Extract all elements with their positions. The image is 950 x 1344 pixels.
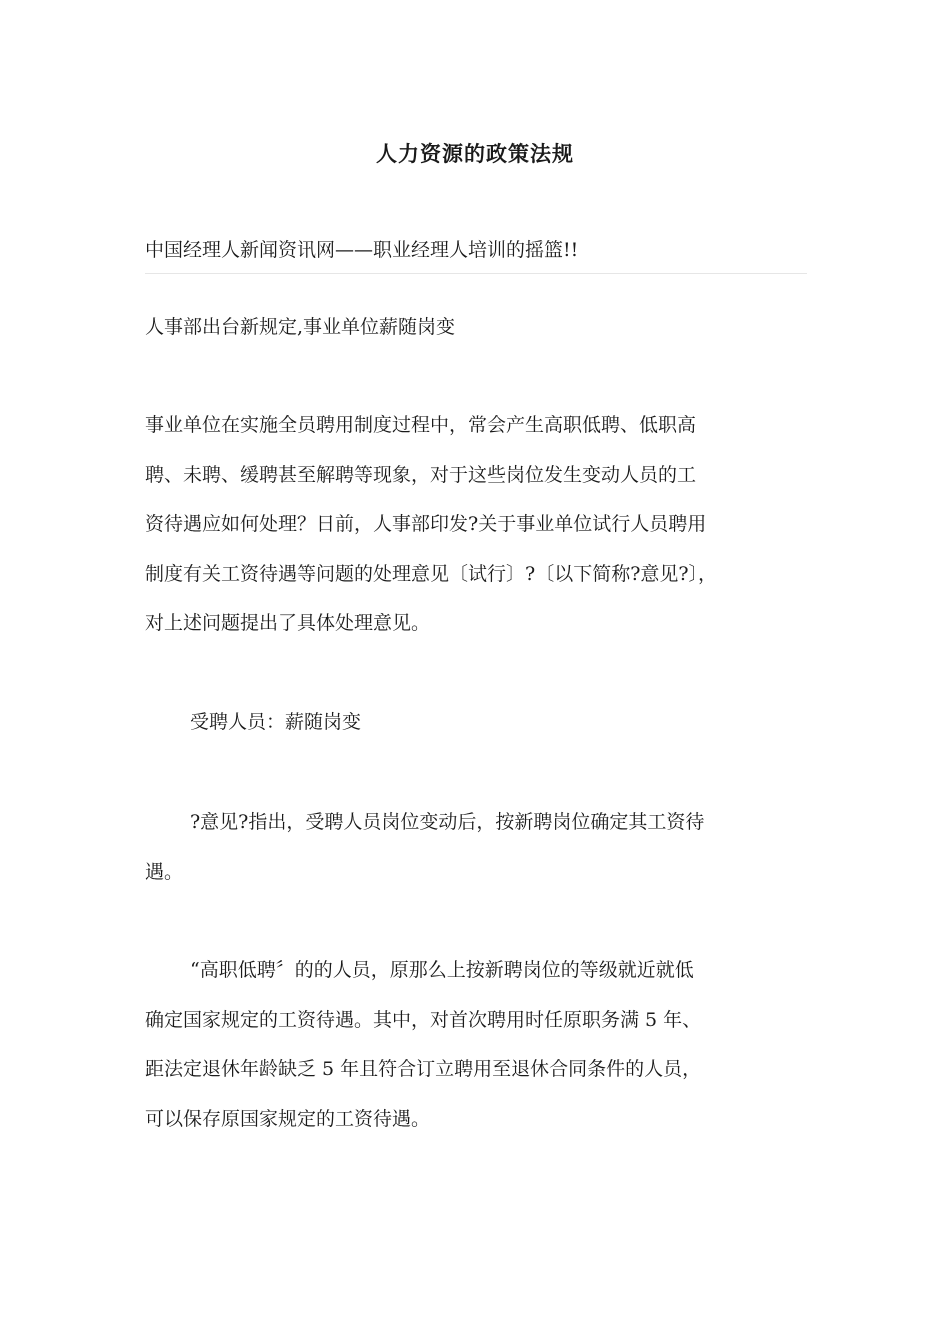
paragraph-high-position <box>145 946 810 1144</box>
text-line: ?意见?指出，受聘人员岗位变动后，按新聘岗位确定其工资待 <box>190 811 705 833</box>
text-line: 聘、未聘、缓聘甚至解聘等现象，对于这些岗位发生变动人员的工 <box>145 463 697 486</box>
text-line: 对上述问题提出了具体处理意见。 <box>145 612 431 634</box>
text-line: 制度有关工资待遇等问题的处理意见〔试行〕?〔以下简称?意见?〕， <box>145 562 718 585</box>
article-subtitle: 人事部出台新规定,事业单位薪随岗变 <box>145 316 456 338</box>
section-heading: 受聘人员：薪随岗变 <box>190 711 362 733</box>
text-line: 可以保存原国家规定的工资待遇。 <box>145 1107 431 1130</box>
section-heading-paragraph <box>145 698 810 748</box>
header-divider <box>145 273 807 274</box>
paragraph-intro <box>145 401 810 649</box>
text-line: 确定国家规定的工资待遇。其中，对首次聘用时任原职务满 5 年、 <box>145 1008 702 1031</box>
paragraph-opinion <box>145 798 810 897</box>
text-line: 资待遇应如何处理？日前，人事部印发?关于事业单位试行人员聘用 <box>145 513 707 535</box>
document-title: 人力资源的政策法规 <box>376 141 574 166</box>
text-line: 事业单位在实施全员聘用制度过程中，常会产生高职低聘、低职高 <box>145 414 697 436</box>
text-line: 遇。 <box>145 860 184 883</box>
text-line: “高职低聘〞的的人员，原那么上按新聘岗位的等级就近就低 <box>190 959 694 981</box>
site-header-line: 中国经理人新闻资讯网——职业经理人培训的摇篮!! <box>145 239 579 261</box>
text-line: 距法定退休年龄缺乏 5 年且符合订立聘用至退休合同条件的人员， <box>145 1058 702 1080</box>
